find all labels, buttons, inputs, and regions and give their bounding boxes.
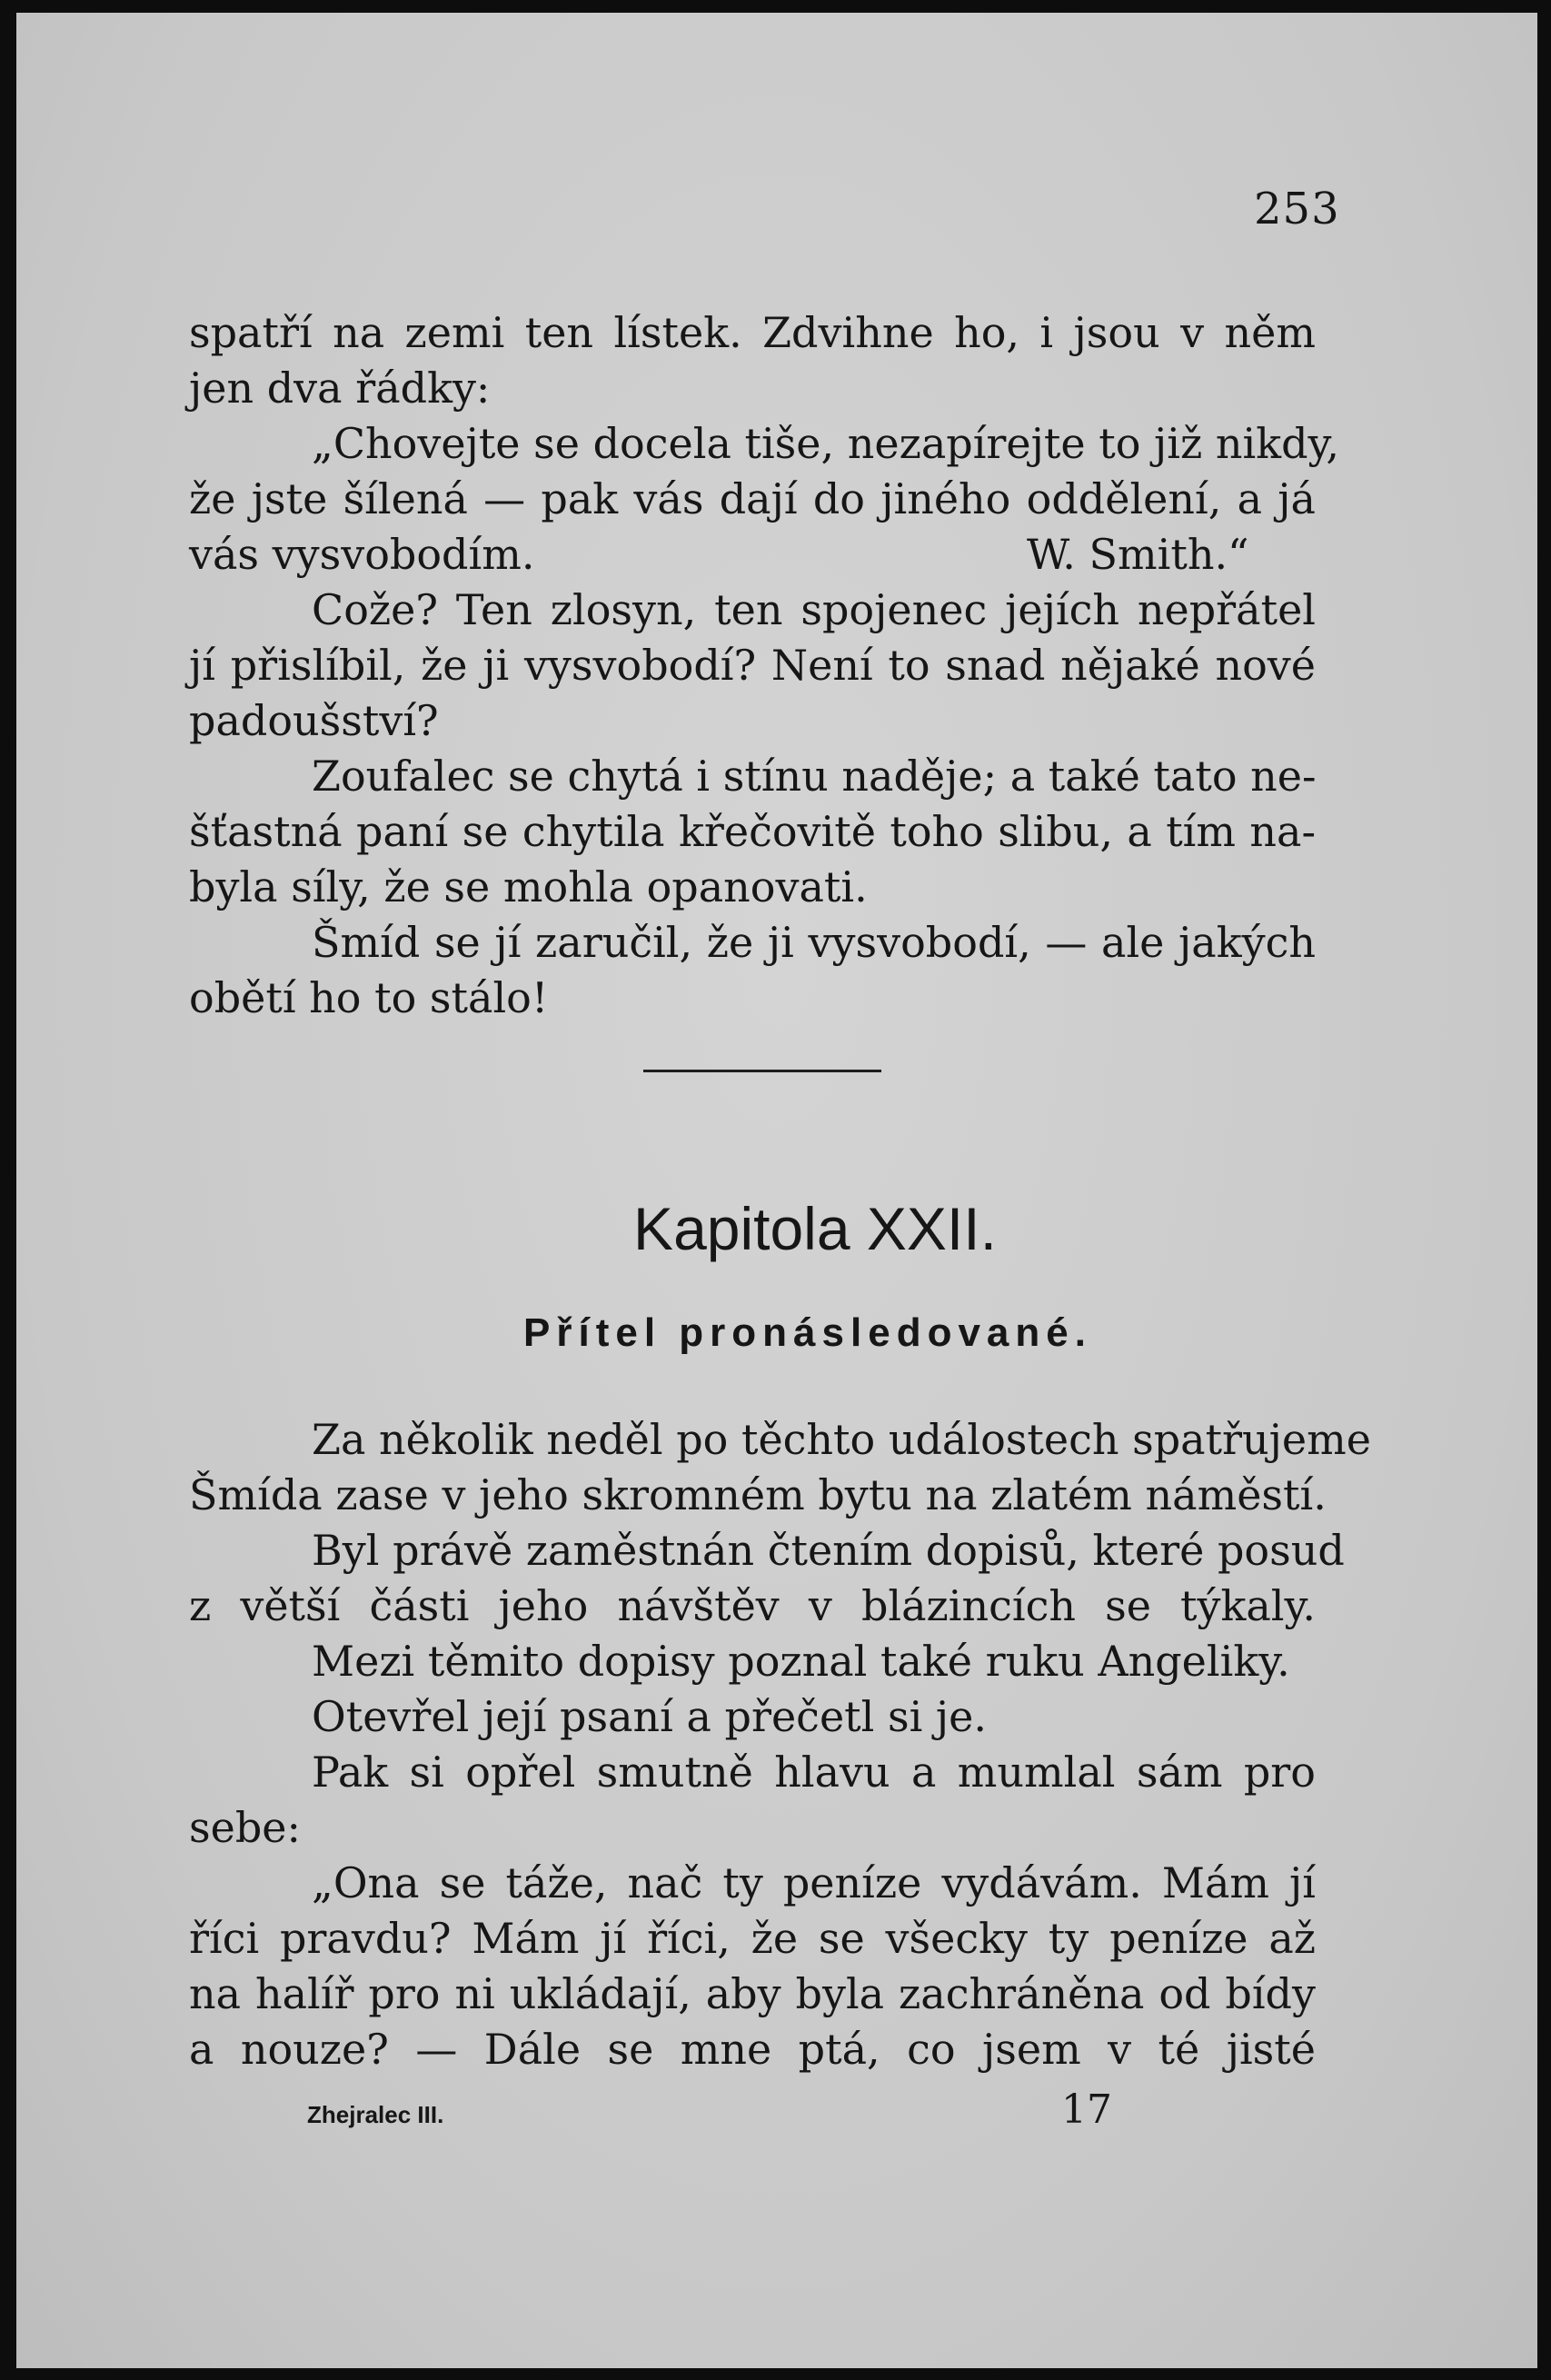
text-line: šťastná paní se chytila křečovitě toho slibu, a tím na- <box>189 807 1316 856</box>
text-line: Cože? Ten zlosyn, ten spojenec jejích nepřátel <box>312 585 1316 634</box>
book-page <box>16 13 1537 2368</box>
text-line: byla síly, že se mohla opanovati. <box>189 862 868 911</box>
section-divider <box>643 1070 881 1072</box>
text-line: sebe: <box>189 1803 301 1852</box>
text-line: že jste šílená — pak vás dají do jiného oddělení, a já <box>189 474 1316 523</box>
page-number: 253 <box>1254 184 1340 234</box>
text-line: Šmída zase v jeho skromném bytu na zlatém náměstí. <box>189 1470 1327 1519</box>
text-line: Za několik neděl po těchto událostech spatřujeme <box>312 1415 1371 1464</box>
text-line: Zoufalec se chytá i stínu naděje; a také tato ne- <box>312 752 1317 801</box>
text-line: Otevřel její psaní a přečetl si je. <box>312 1692 988 1741</box>
chapter-subtitle: Přítel pronásledované. <box>523 1310 1092 1355</box>
text-line: obětí ho to stálo! <box>189 973 549 1022</box>
letter-signature: W. Smith.“ <box>1027 530 1249 579</box>
text-line: Pak si opřel smutně hlavu a mumlal sám pro <box>312 1748 1316 1797</box>
text-line: a nouze? — Dále se mne ptá, co jsem v té jisté <box>189 2025 1316 2074</box>
chapter-title: Kapitola XXII. <box>633 1195 997 1262</box>
text-line: z větší části jeho návštěv v blázincích se týkaly. <box>189 1581 1316 1630</box>
printer-signature: Zhejralec III. <box>307 2101 444 2128</box>
text-line: „Ona se táže, nač ty peníze vydávám. Mám jí <box>312 1858 1316 1907</box>
sheet-number: 17 <box>1061 2086 1112 2133</box>
text-line: Byl právě zaměstnán čtením dopisů, které posud <box>312 1526 1345 1575</box>
text-line: vás vysvobodím. <box>189 530 535 579</box>
text-line: jí přislíbil, že ji vysvobodí? Není to snad nějaké nové <box>189 641 1316 690</box>
text-line: Mezi těmito dopisy poznal také ruku Angeliky. <box>312 1637 1290 1686</box>
text-line: na halíř pro ni ukládají, aby byla zachráněna od bídy <box>189 1969 1316 2018</box>
text-line: říci pravdu? Mám jí říci, že se všecky ty peníze až <box>189 1914 1316 1963</box>
text-line: padoušství? <box>189 696 439 745</box>
text-line: Šmíd se jí zaručil, že ji vysvobodí, — ale jakých <box>312 918 1316 967</box>
text-line: spatří na zemi ten lístek. Zdvihne ho, i jsou v něm <box>189 308 1316 357</box>
text-line: jen dva řádky: <box>189 363 491 413</box>
text-line: „Chovejte se docela tiše, nezapírejte to již nikdy, <box>312 419 1340 468</box>
